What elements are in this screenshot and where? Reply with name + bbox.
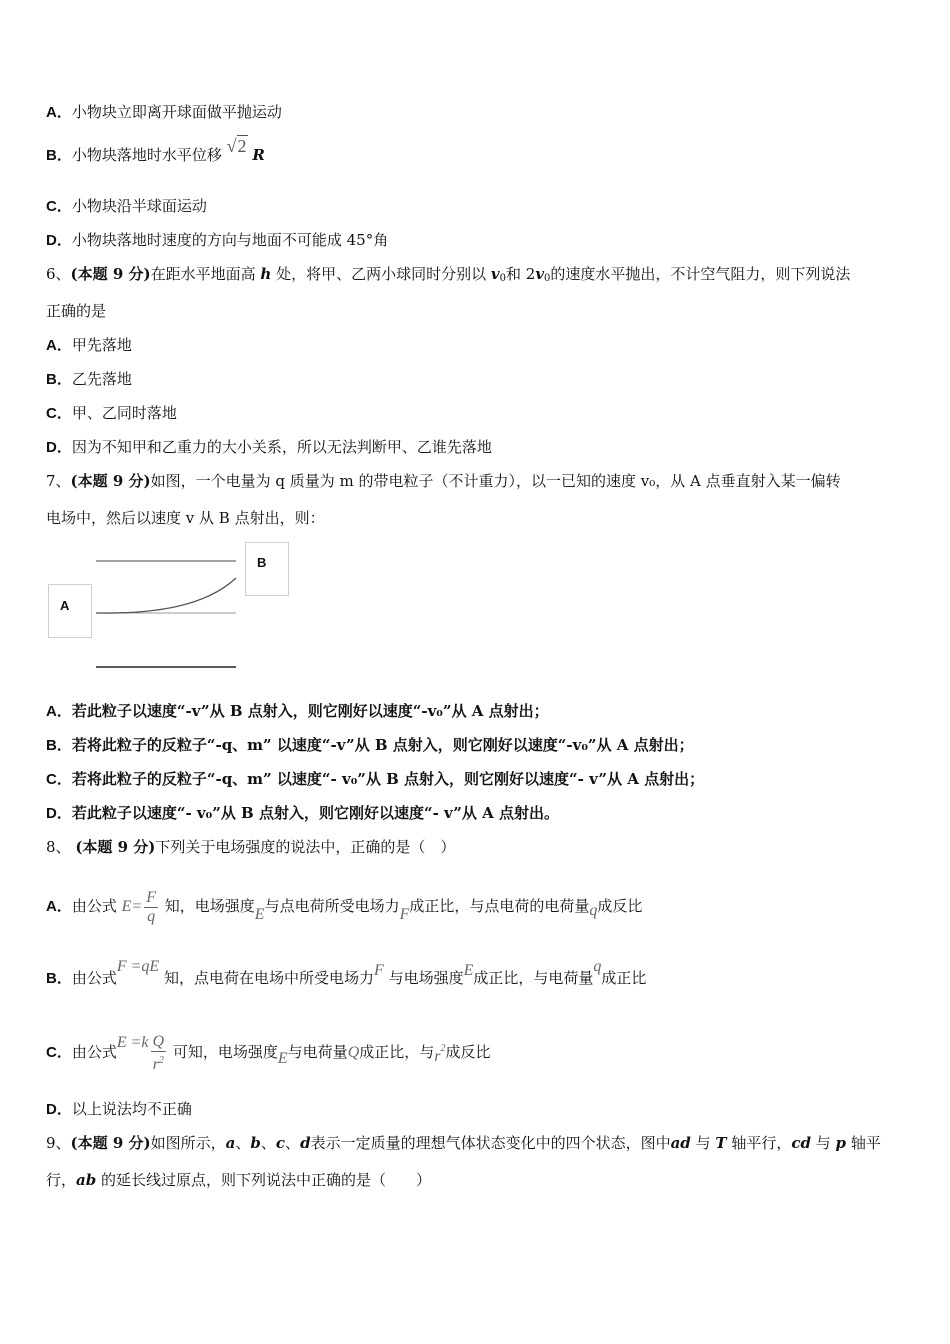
q6-option-d: D．因为不知甲和乙重力的大小关系，所以无法判断甲、乙谁先落地 bbox=[46, 438, 492, 456]
sqrt-symbol: √2 bbox=[226, 136, 247, 156]
point-a-label: A bbox=[60, 598, 70, 613]
q7-option-d: D．若此粒子以速度“- v₀”从 B 点射入，则它刚好以速度“- v”从 A 点射出。 bbox=[46, 804, 560, 822]
q9-stem-line1: 9、(本题 9 分)如图所示，a、b、c、d表示一定质量的理想气体状态变化中的四个状态，图中ad 与 T 轴平行，cd 与 p 轴平 bbox=[46, 1134, 881, 1152]
q8-stem: 8、 (本题 9 分)下列关于电场强度的说法中，正确的是（ ） bbox=[46, 838, 456, 856]
q8-option-a: A．由公式 E= $\frac{F}{q}$ 知，电场强度E与点电荷所受电场力F成正比，与点电荷的电荷量q成反比 bbox=[46, 888, 643, 925]
q6-option-c: C．甲、乙同时落地 bbox=[46, 404, 177, 422]
fraction-f-over-q: $\frac{F}{q}$ bbox=[146, 888, 156, 925]
q6-stem-line1: 6、(本题 9 分)在距水平地面高 h 处，将甲、乙两小球同时分别以 $v_0$和 $2v_0$的速度水平抛出，不计空气阻力，则下列说法 bbox=[46, 265, 851, 284]
q7-option-c: C．若将此粒子的反粒子“-q、m” 以速度“- v₀”从 B 点射入，则它刚好以速度“- v”从 A 点射出； bbox=[46, 770, 705, 788]
q8-option-c: C．由公式E =k $\frac{Q}{r^2}$ 可知，电场强度E与电荷量Q成正比，与$r^2$成反比 bbox=[46, 1032, 491, 1073]
q6-option-b: B．乙先落地 bbox=[46, 370, 132, 388]
q5-option-a: A．小物块立即离开球面做平抛运动 bbox=[46, 103, 282, 121]
q5-option-b: B．小物块落地时水平位移 √2 R bbox=[46, 136, 265, 164]
q9-stem-line2: 行，ab 的延长线过原点，则下列说法中正确的是（ ） bbox=[46, 1171, 432, 1189]
particle-trajectory bbox=[96, 578, 236, 613]
q7-stem-line2: 电场中，然后以速度 v 从 B 点射出，则： bbox=[46, 509, 325, 527]
point-b-label: B bbox=[257, 555, 267, 570]
q8-option-b: B．由公式F =qE 知，点电荷在电场中所受电场力F 与电场强度E成正比，与电荷量q成正比 bbox=[46, 958, 647, 987]
q7-option-b: B．若将此粒子的反粒子“-q、m” 以速度“-v”从 B 点射入，则它刚好以速度“-v₀”从 A 点射出； bbox=[46, 736, 694, 754]
q6-option-a: A．甲先落地 bbox=[46, 336, 132, 354]
q7-figure bbox=[46, 540, 296, 675]
point-a-label-box bbox=[48, 584, 92, 638]
q8-option-d: D．以上说法均不正确 bbox=[46, 1100, 192, 1118]
q5-option-d: D．小物块落地时速度的方向与地面不可能成 45°角 bbox=[46, 231, 389, 249]
q7-option-a: A．若此粒子以速度“-v”从 B 点射入，则它刚好以速度“-v₀”从 A 点射出； bbox=[46, 702, 549, 720]
q6-stem-line2: 正确的是 bbox=[46, 302, 107, 320]
q5-option-c: C．小物块沿半球面运动 bbox=[46, 197, 207, 215]
fraction-q-over-r2: $\frac{Q}{r^2}$ bbox=[152, 1032, 165, 1073]
q7-stem-line1: 7、(本题 9 分)如图，一个电量为 q 质量为 m 的带电粒子（不计重力），以一已知的速度 v₀，从 A 点垂直射入某一偏转 bbox=[46, 472, 841, 490]
point-b-label-box bbox=[245, 542, 289, 596]
